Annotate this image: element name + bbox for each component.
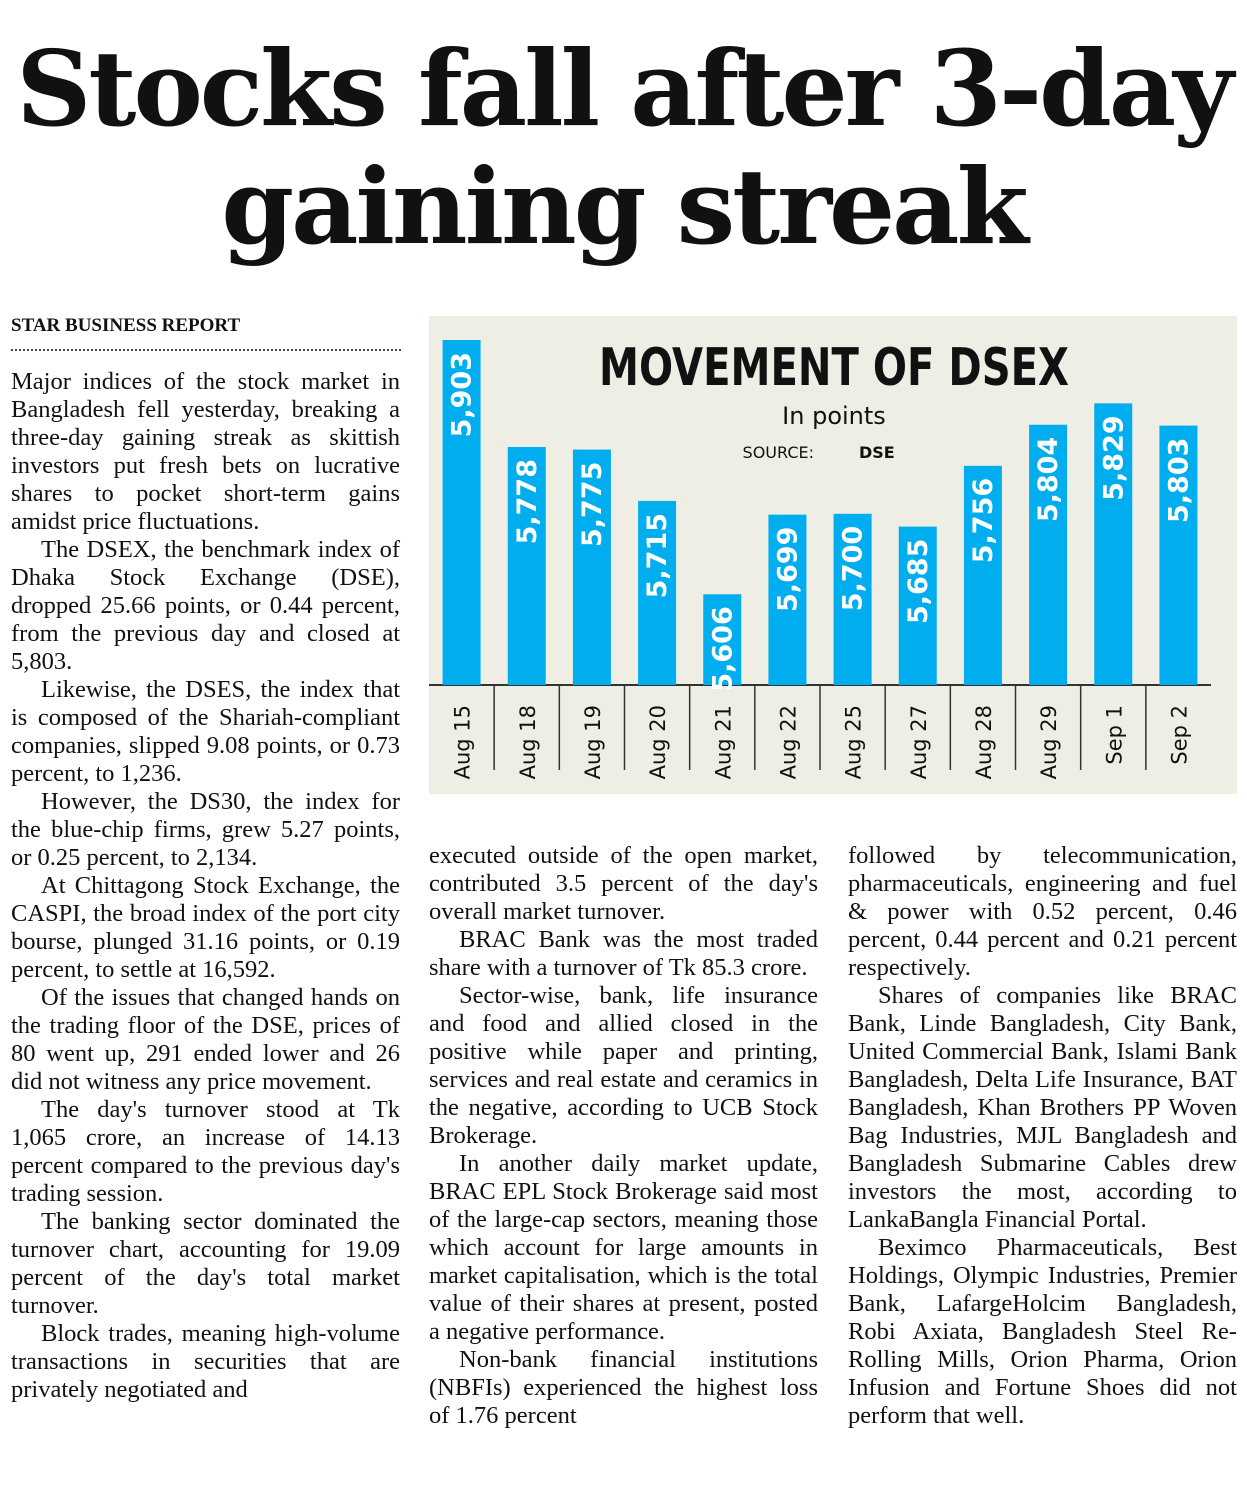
x-tick-label: Sep 2	[1167, 705, 1192, 765]
dsex-chart	[429, 316, 1237, 794]
x-tick-label: Aug 21	[711, 705, 736, 780]
bar-value-label: 5,775	[576, 461, 608, 547]
x-tick-label: Aug 25	[841, 705, 866, 780]
paragraph: Likewise, the DSES, the index that is composed of the Shariah-compliant companies, slipped 9.08 points, or 0.73 percent, to 1,236.	[11, 676, 400, 787]
paragraph: Non-bank financial institutions (NBFIs) experienced the highest loss of 1.76 percent	[429, 1346, 818, 1429]
paragraph: Major indices of the stock market in Bangladesh fell yesterday, breaking a three-day gaining streak as skittish investors put fresh bets on lucrative shares to pocket short-term gains amidst price fluctuations.	[11, 368, 400, 535]
chart-subtitle: In points	[782, 402, 886, 430]
bar-value-label: 5,829	[1098, 415, 1130, 501]
chart-canvas	[429, 316, 1237, 794]
bar-value-label: 5,778	[511, 459, 543, 545]
x-tick-label: Aug 18	[515, 705, 540, 780]
paragraph: The DSEX, the benchmark index of Dhaka Stock Exchange (DSE), dropped 25.66 points, or 0.44 percent, from the previous day and closed at 5,803.	[11, 536, 400, 675]
chart-source-label: SOURCE:	[742, 443, 814, 462]
x-tick-label: Aug 19	[580, 705, 605, 780]
x-tick-label: Aug 22	[776, 705, 801, 780]
bar-value-label: 5,606	[707, 606, 739, 692]
paragraph: The banking sector dominated the turnover chart, accounting for 19.09 percent of the day's total market turnover.	[11, 1208, 400, 1319]
bar-value-label: 5,756	[967, 477, 999, 564]
chart-title: MOVEMENT OF DSEX	[599, 338, 1069, 398]
bar-value-label: 5,685	[902, 538, 934, 625]
bar-value-label: 5,715	[642, 512, 674, 599]
paragraph: Of the issues that changed hands on the trading floor of the DSE, prices of 80 went up, 291 ended lower and 26 did not witness any price movement.	[11, 984, 400, 1095]
bar-value-label: 5,700	[837, 525, 869, 612]
paragraph: However, the DS30, the index for the blue-chip firms, grew 5.27 points, or 0.25 percent, to 2,134.	[11, 788, 400, 871]
chart-source: DSE	[859, 443, 895, 462]
bar-value-label: 5,903	[446, 352, 478, 438]
article-column-1	[11, 368, 400, 1404]
x-tick-label: Aug 15	[450, 705, 475, 780]
paragraph: BRAC Bank was the most traded share with a turnover of Tk 85.3 crore.	[429, 926, 818, 981]
paragraph: Block trades, meaning high-volume transactions in securities that are privately negotiated and	[11, 1320, 400, 1403]
paragraph: At Chittagong Stock Exchange, the CASPI, the broad index of the port city bourse, plunged 31.16 points, or 0.19 percent, to settle at 16,592.	[11, 872, 400, 983]
bar-value-label: 5,803	[1163, 437, 1195, 524]
paragraph: followed by telecommunication, pharmaceuticals, engineering and fuel & power with 0.52 percent, 0.46 percent, 0.44 percent and 0.21 percent respectively.	[848, 842, 1237, 981]
paragraph: The day's turnover stood at Tk 1,065 crore, an increase of 14.13 percent compared to the previous day's trading session.	[11, 1096, 400, 1207]
x-tick-label: Sep 1	[1102, 705, 1127, 765]
article-column-3	[848, 842, 1237, 1430]
byline: STAR BUSINESS REPORT	[11, 315, 401, 351]
bar-value-label: 5,804	[1033, 436, 1065, 523]
x-tick-label: Aug 29	[1037, 705, 1062, 780]
paragraph: executed outside of the open market, contributed 3.5 percent of the day's overall market turnover.	[429, 842, 818, 925]
headline: Stocks fall after 3-day gaining streak	[16, 27, 1231, 268]
bar-value-label: 5,699	[772, 526, 804, 613]
article-column-2	[429, 842, 818, 1430]
paragraph: Sector-wise, bank, life insurance and food and allied closed in the positive while paper and printing, services and real estate and ceramics in the negative, according to UCB Stock Brokerage.	[429, 982, 818, 1149]
x-tick-label: Aug 28	[971, 705, 996, 780]
x-tick-label: Aug 27	[906, 705, 931, 780]
paragraph: In another daily market update, BRAC EPL Stock Brokerage said most of the large-cap sectors, meaning those which account for large amounts in market capitalisation, which is the total value of their shares at present, posted a negative performance.	[429, 1150, 818, 1345]
paragraph: Beximco Pharmaceuticals, Best Holdings, Olympic Industries, Premier Bank, LafargeHolcim Bangladesh, Robi Axiata, Bangladesh Steel Re-Rolling Mills, Orion Pharma, Orion Infusion and Fortune Shoes did not perform that well.	[848, 1234, 1237, 1429]
paragraph: Shares of companies like BRAC Bank, Linde Bangladesh, City Bank, United Commercial Bank, Islami Bank Bangladesh, Delta Life Insurance, BAT Bangladesh, Khan Brothers PP Woven Bag Industries, MJL Bangladesh and Bangladesh Submarine Cables drew investors the most, according to LankaBangla Financial Portal.	[848, 982, 1237, 1233]
x-tick-label: Aug 20	[646, 705, 671, 780]
